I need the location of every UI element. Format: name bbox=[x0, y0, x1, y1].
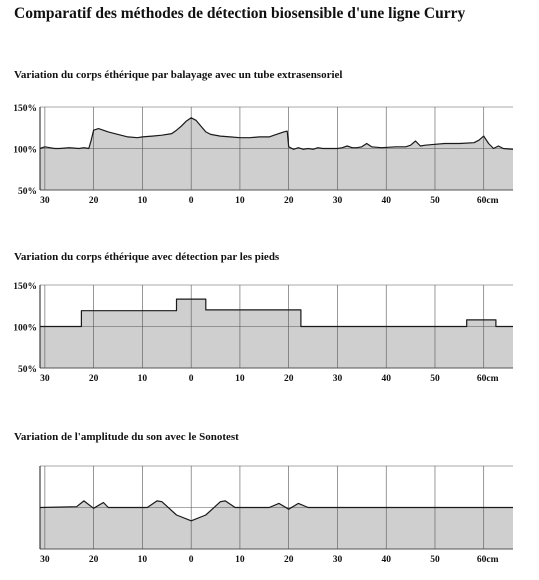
panel-title-sonotest: Variation de l'amplitude du son avec le Sonotest bbox=[14, 431, 239, 443]
x-tick-label-1-6: 30 bbox=[332, 196, 343, 206]
x-tick-label-1-0: 30 bbox=[40, 196, 50, 206]
x-tick-label-1-5: 20 bbox=[283, 196, 294, 206]
panel-title-balayage: Variation du corps éthérique par balayage avec un tube extrasensoriel bbox=[14, 69, 343, 81]
x-tick-label-1-4: 10 bbox=[235, 196, 245, 206]
y-tick-label-2-0: 150% bbox=[13, 282, 37, 292]
x-tick-label-2-9: 60cm bbox=[476, 374, 499, 384]
x-tick-label-2-0: 30 bbox=[40, 374, 50, 384]
y-tick-label-1-1: 100% bbox=[13, 145, 37, 156]
x-tick-label-3-4: 10 bbox=[235, 555, 245, 565]
area-fill-3 bbox=[40, 501, 513, 549]
x-tick-label-2-6: 30 bbox=[332, 374, 343, 384]
y-tick-label-2-2: 50% bbox=[18, 365, 37, 375]
page-title: Comparatif des méthodes de détection biosensible d'une ligne Curry bbox=[14, 5, 466, 22]
x-tick-label-3-2: 10 bbox=[137, 555, 148, 565]
x-tick-label-3-5: 20 bbox=[283, 555, 294, 565]
y-tick-label-1-2: 50% bbox=[18, 187, 37, 197]
x-tick-label-2-7: 40 bbox=[381, 374, 391, 384]
x-tick-label-1-9: 60cm bbox=[476, 196, 499, 206]
x-tick-label-3-7: 40 bbox=[381, 555, 391, 565]
x-tick-label-1-7: 40 bbox=[381, 196, 391, 206]
x-tick-label-2-2: 10 bbox=[137, 374, 148, 384]
x-tick-label-2-4: 10 bbox=[235, 374, 245, 384]
x-tick-label-3-8: 50 bbox=[430, 555, 440, 565]
x-tick-label-3-0: 30 bbox=[40, 555, 50, 565]
x-tick-label-2-5: 20 bbox=[283, 374, 294, 384]
x-tick-label-1-3: 0 bbox=[188, 196, 194, 206]
x-tick-label-3-9: 60cm bbox=[476, 555, 499, 565]
x-tick-label-1-8: 50 bbox=[430, 196, 440, 206]
x-tick-label-1-1: 20 bbox=[88, 196, 99, 206]
x-tick-label-3-1: 20 bbox=[88, 555, 99, 565]
x-tick-label-2-8: 50 bbox=[430, 374, 440, 384]
x-tick-label-2-1: 20 bbox=[88, 374, 99, 384]
panel-title-pieds: Variation du corps éthérique avec détection par les pieds bbox=[14, 251, 280, 263]
x-tick-label-3-3: 0 bbox=[188, 555, 194, 565]
area-fill-1 bbox=[40, 118, 513, 190]
y-tick-label-1-0: 150% bbox=[13, 104, 37, 114]
x-tick-label-2-3: 0 bbox=[188, 374, 194, 384]
x-tick-label-1-2: 10 bbox=[137, 196, 148, 206]
x-tick-label-3-6: 30 bbox=[332, 555, 343, 565]
y-tick-label-2-1: 100% bbox=[13, 323, 37, 334]
